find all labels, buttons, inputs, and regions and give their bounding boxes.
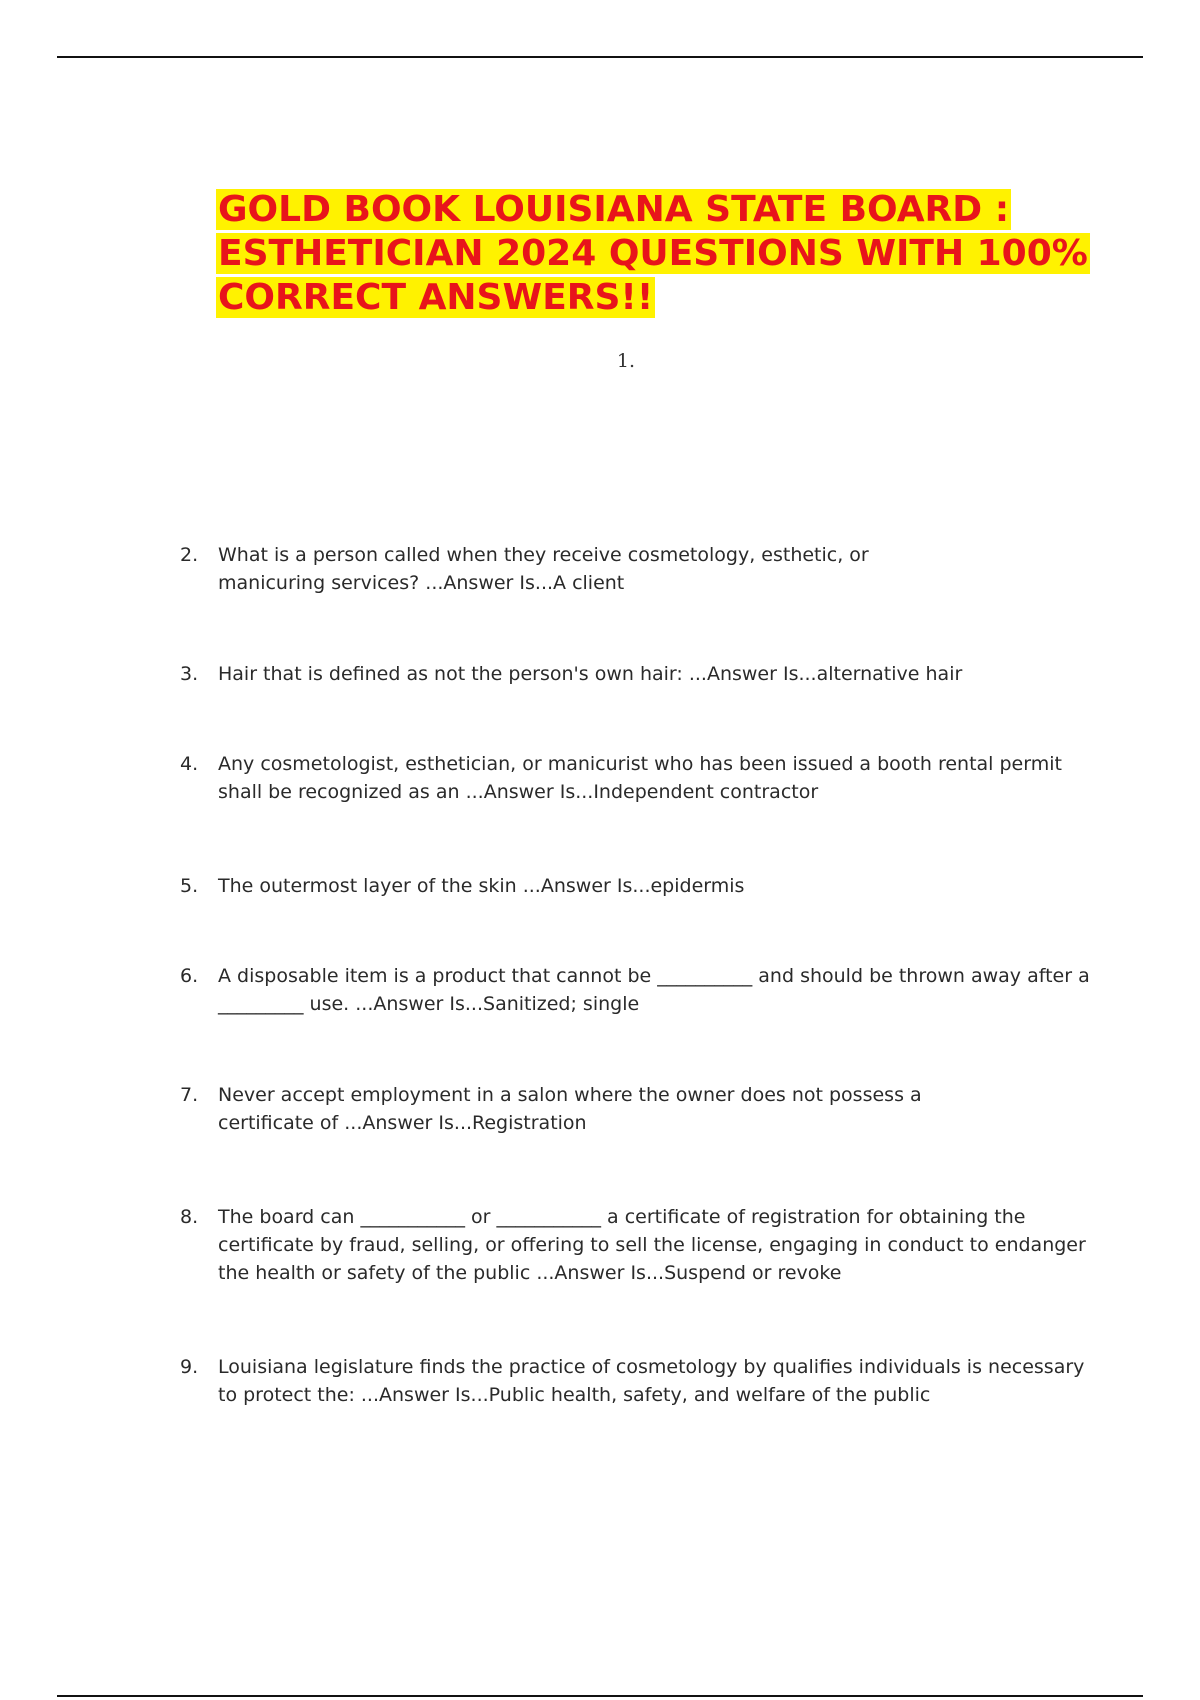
question-number: 2. xyxy=(180,544,199,566)
question-text: Never accept employment in a salon where the owner does not possess a certificate of ...Answer Is...Registration xyxy=(218,1084,922,1134)
document-title xyxy=(216,188,1096,320)
question-number: 9. xyxy=(180,1356,199,1378)
list-number-1: 1. xyxy=(616,350,636,372)
question-text: A disposable item is a product that cannot be __________ and should be thrown away after a _________ use. ...Answer Is...Sanitized; single xyxy=(218,965,1090,1015)
question-text: The outermost layer of the skin ...Answer Is...epidermis xyxy=(218,875,745,897)
question-item-2 xyxy=(180,541,940,597)
question-text: The board can ___________ or ___________ a certificate of registration for obtaining the certificate by fraud, selling, or offering to sell the license, engaging in conduct to endanger the health or safety of the public ...Answer Is...Suspend or revoke xyxy=(218,1206,1086,1284)
question-number: 4. xyxy=(180,753,199,775)
question-number: 3. xyxy=(180,663,199,685)
footer-rule xyxy=(57,1695,1143,1697)
question-number: 7. xyxy=(180,1084,199,1106)
question-number: 5. xyxy=(180,875,199,897)
title-highlight: GOLD BOOK LOUISIANA STATE BOARD : ESTHETICIAN 2024 QUESTIONS WITH 100% CORRECT ANSWERS!! xyxy=(218,189,1088,318)
question-item-4 xyxy=(180,750,1100,806)
question-text: Hair that is defined as not the person's own hair: ...Answer Is...alternative hair xyxy=(218,663,963,685)
question-number: 8. xyxy=(180,1206,199,1228)
question-item-3 xyxy=(180,660,1100,688)
question-item-7 xyxy=(180,1081,980,1137)
question-text: What is a person called when they receive cosmetology, esthetic, or manicuring services? ...Answer Is...A client xyxy=(218,544,869,594)
question-text: Any cosmetologist, esthetician, or manicurist who has been issued a booth rental permit shall be recognized as an ...Answer Is...Independent contractor xyxy=(218,753,1062,803)
question-item-6 xyxy=(180,962,1100,1018)
question-item-9 xyxy=(180,1353,1100,1409)
header-rule xyxy=(57,56,1143,58)
question-item-5 xyxy=(180,872,1100,900)
question-text: Louisiana legislature finds the practice of cosmetology by qualifies individuals is necessary to protect the: ...Answer Is...Public health, safety, and welfare of the public xyxy=(218,1356,1085,1406)
question-number: 6. xyxy=(180,965,199,987)
question-item-8 xyxy=(180,1203,1100,1287)
